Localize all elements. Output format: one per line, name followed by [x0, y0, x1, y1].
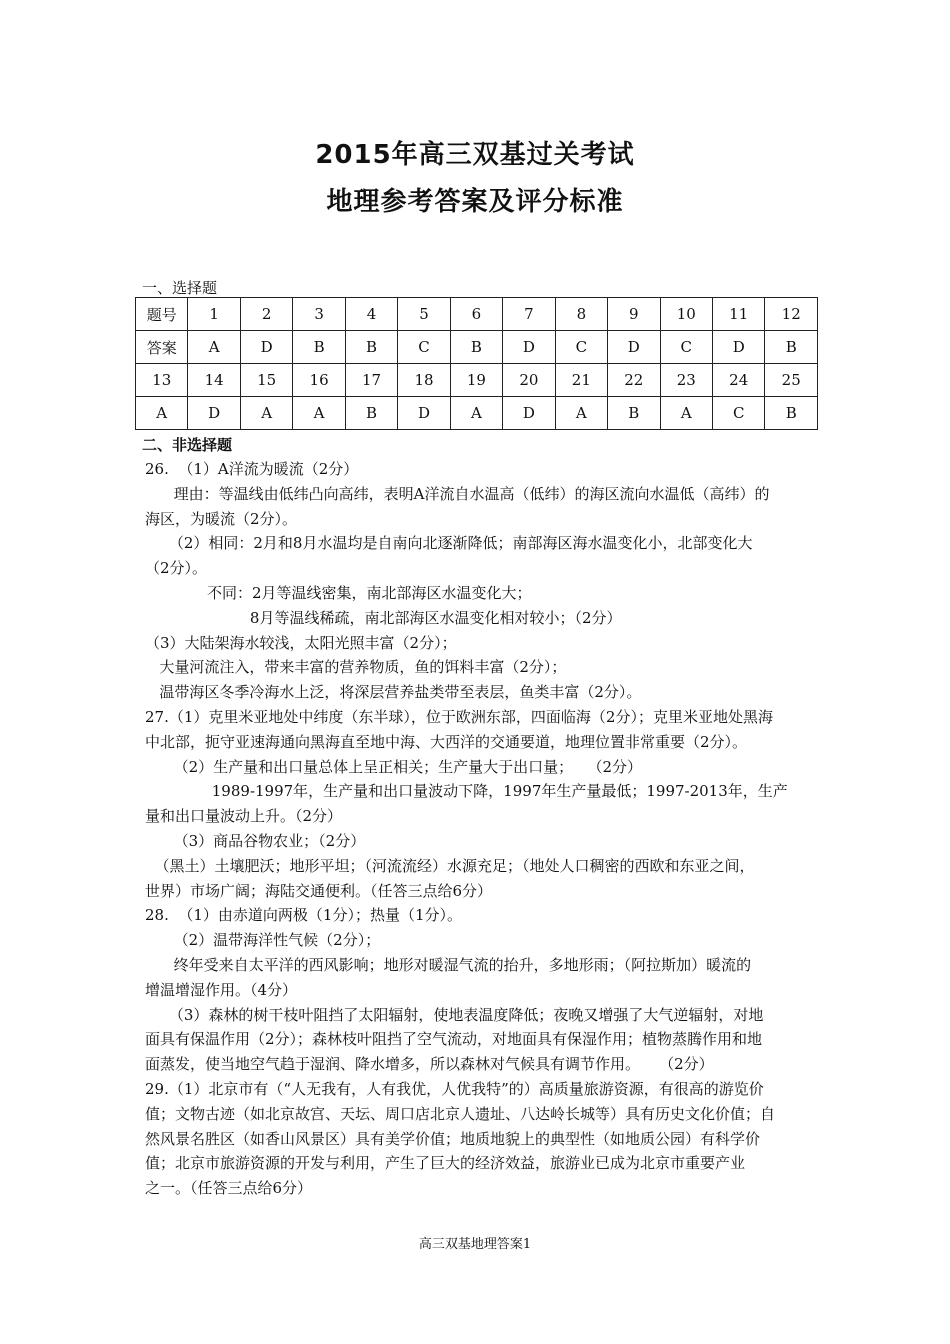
text-line: 8月等温线稀疏，南北部海区水温变化相对较小；（2分）: [145, 608, 622, 627]
table-cell: 12: [765, 298, 818, 331]
table-cell: C: [712, 397, 764, 430]
text-line: 中北部，扼守亚速海通向黑海直至地中海、大西洋的交通要道，地理位置非常重要（2分）。: [145, 732, 748, 751]
text-line: （黑土）土壤肥沃；地形平坦；（河流流经）水源充足；（地处人口稠密的西欧和东亚之间，: [145, 856, 755, 875]
table-cell: 22: [608, 364, 660, 397]
text-line: 量和出口量波动上升。（2分）: [145, 807, 343, 826]
table-cell: C: [660, 331, 712, 364]
table-cell: A: [188, 331, 240, 364]
text-line: （2）生产量和出口量总体上呈正相关；生产量大于出口量； （2分）: [145, 757, 643, 776]
table-cell: 1: [188, 298, 240, 331]
section-heading-choice: 一、选择题: [142, 279, 218, 297]
table-cell: 21: [555, 364, 607, 397]
page-title: 2015年高三双基过关考试: [315, 140, 635, 170]
table-cell: 5: [398, 298, 450, 331]
table-cell: 20: [503, 364, 555, 397]
table-cell: A: [240, 397, 292, 430]
table-cell: B: [345, 331, 397, 364]
table-cell: 14: [188, 364, 240, 397]
table-row: [136, 364, 818, 397]
table-cell: 23: [660, 364, 712, 397]
table-cell: 8: [555, 298, 607, 331]
table-cell: A: [555, 397, 607, 430]
table-cell: 4: [345, 298, 397, 331]
text-line: 终年受来自太平洋的西风影响；地形对暖湿气流的抬升，多地形雨；（阿拉斯加）暖流的: [145, 955, 752, 974]
table-cell: D: [712, 331, 764, 364]
text-line: （3）大陆架海水较浅，太阳光照丰富（2分）；: [145, 633, 457, 652]
text-line: （2）相同：2月和8月水温均是自南向北逐渐降低；南部海区海水温变化小，北部变化大: [145, 534, 753, 553]
table-cell: D: [240, 331, 292, 364]
table-cell: A: [136, 397, 188, 430]
text-line: 28. （1）由赤道向两极（1分）；热量（1分）。: [145, 906, 463, 925]
table-row: [136, 331, 818, 364]
section-heading-nonchoice: 二、非选择题: [142, 436, 233, 454]
answer-body: [145, 457, 813, 1201]
table-cell: 2: [240, 298, 292, 331]
text-line: 大量河流注入，带来丰富的营养物质，鱼的饵料丰富（2分）；: [145, 658, 567, 677]
table-cell: 题号: [136, 298, 188, 331]
text-line: 温带海区冬季冷海水上泛，将深层营养盐类带至表层，鱼类丰富（2分）。: [145, 683, 642, 702]
text-line: 27.（1）克里米亚地处中纬度（东半球），位于欧洲东部，四面临海（2分）；克里米亚地处黑海: [145, 707, 773, 726]
table-cell: 6: [450, 298, 502, 331]
table-cell: 17: [345, 364, 397, 397]
table-cell: C: [555, 331, 607, 364]
text-line: 26. （1）A洋流为暖流（2分）: [145, 460, 359, 478]
table-cell: 11: [712, 298, 764, 331]
text-line: 增温增湿作用。（4分）: [145, 980, 298, 999]
table-cell: 13: [136, 364, 188, 397]
table-cell: 3: [293, 298, 345, 331]
table-cell: 15: [240, 364, 292, 397]
table-cell: A: [450, 397, 502, 430]
table-cell: 18: [398, 364, 450, 397]
text-line: 面具有保温作用（2分）；森林枝叶阻挡了空气流动，对地面具有保湿作用；植物蒸腾作用和地: [145, 1030, 763, 1049]
table-cell: B: [765, 331, 818, 364]
text-line: 面蒸发，使当地空气趋于湿润、降水增多，所以森林对气候具有调节作用。 （2分）: [145, 1055, 714, 1074]
table-cell: D: [608, 331, 660, 364]
table-cell: 16: [293, 364, 345, 397]
table-cell: B: [765, 397, 818, 430]
table-cell: B: [293, 331, 345, 364]
table-cell: D: [398, 397, 450, 430]
page-footer: 高三双基地理答案1: [418, 1237, 532, 1252]
text-line: （3）商品谷物农业；（2分）: [145, 831, 366, 850]
table-cell: B: [345, 397, 397, 430]
text-line: （2分）。: [145, 559, 208, 578]
page-subtitle: 地理参考答案及评分标准: [326, 187, 624, 217]
text-line: 海区，为暖流（2分）。: [145, 509, 298, 528]
table-cell: B: [450, 331, 502, 364]
text-line: 值；北京市旅游资源的开发与利用，产生了巨大的经济效益，旅游业已成为北京市重要产业: [145, 1154, 746, 1173]
table-cell: 10: [660, 298, 712, 331]
table-cell: B: [608, 397, 660, 430]
text-line: 不同：2月等温线密集，南北部海区水温变化大；: [145, 583, 532, 602]
text-line: 世界）市场广阔；海陆交通便利。（任答三点给6分）: [145, 881, 493, 900]
table-cell: 9: [608, 298, 660, 331]
text-line: 之一。（任答三点给6分）: [145, 1179, 313, 1198]
table-cell: D: [503, 331, 555, 364]
table-cell: A: [293, 397, 345, 430]
table-cell: C: [398, 331, 450, 364]
table-cell: D: [188, 397, 240, 430]
text-line: 然风景名胜区（如香山风景区）具有美学价值；地质地貌上的典型性（如地质公园）有科学价: [145, 1129, 761, 1148]
table-row: [136, 397, 818, 430]
table-cell: 7: [503, 298, 555, 331]
text-line: 值；文物古迹（如北京故宫、天坛、周口店北京人遗址、八达岭长城等）具有历史文化价值；自: [145, 1104, 776, 1123]
table-cell: 25: [765, 364, 818, 397]
table-cell: 答案: [136, 331, 188, 364]
text-line: 理由：等温线由低纬凸向高纬，表明A洋流自水温高（低纬）的海区流向水温低（高纬）的: [145, 484, 770, 503]
text-line: 29.（1）北京市有（“人无我有，人有我优，人优我特”的）高质量旅游资源，有很高的游览价: [145, 1079, 764, 1098]
table-cell: D: [503, 397, 555, 430]
answer-table: [135, 297, 818, 430]
table-cell: A: [660, 397, 712, 430]
text-line: （3）森林的树干枝叶阻挡了太阳辐射，使地表温度降低；夜晚又增强了大气逆辐射，对地: [145, 1005, 764, 1024]
text-line: 1989-1997年，生产量和出口量波动下降，1997年生产量最低；1997-2013年，生产: [145, 782, 788, 801]
table-cell: 19: [450, 364, 502, 397]
table-row: [136, 298, 818, 331]
table-cell: 24: [712, 364, 764, 397]
text-line: （2）温带海洋性气候（2分）；: [145, 931, 381, 950]
